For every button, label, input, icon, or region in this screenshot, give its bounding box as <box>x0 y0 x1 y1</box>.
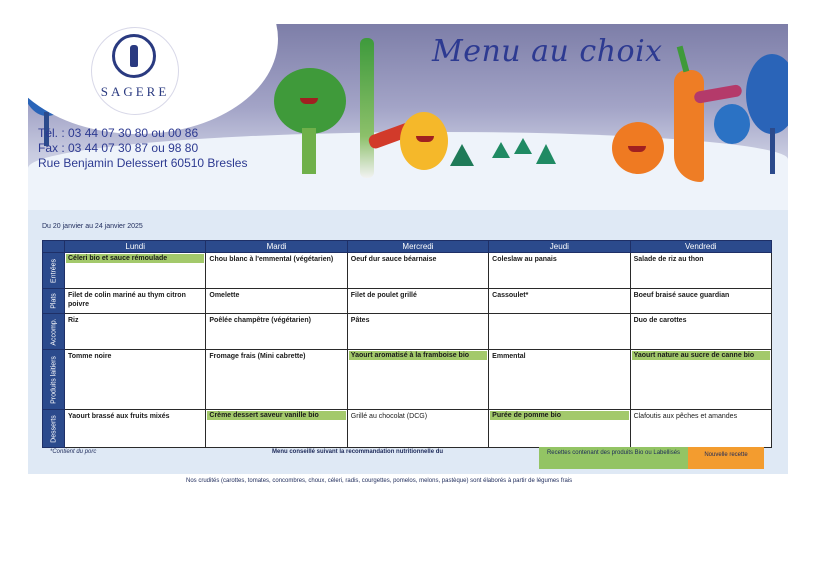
menu-cell <box>206 289 347 314</box>
dish: Tomme noire <box>68 353 112 360</box>
menu-cell <box>347 289 488 314</box>
dish: Grillé au chocolat (DCG) <box>350 413 428 420</box>
pine-tree <box>450 144 474 166</box>
dish: Filet de colin mariné au thym citron poivre <box>68 292 186 308</box>
category-text: Accomp. <box>50 317 57 346</box>
sagere-logo <box>92 28 178 114</box>
menu-cell <box>65 289 206 314</box>
corner-cell <box>43 241 65 253</box>
dish: Filet de poulet grillé <box>350 292 417 299</box>
category-label <box>43 253 65 289</box>
menu-cell <box>630 314 771 350</box>
dish: Yaourt brassé aux fruits mixés <box>68 413 170 420</box>
menu-cell <box>630 253 771 289</box>
table-row <box>43 350 772 410</box>
category-text: Desserts <box>50 414 57 443</box>
dish: Emmental <box>492 353 526 360</box>
category-text: Entrées <box>50 258 57 283</box>
legend-bio: Recettes contenant des produits Bio ou Labellisés <box>539 447 688 469</box>
table-row <box>43 289 772 314</box>
menu-cell <box>630 350 771 410</box>
menu-cell <box>65 410 206 448</box>
dish: Coleslaw au panais <box>492 256 557 263</box>
dish-bio: Yaourt nature au sucre de canne bio <box>632 351 770 360</box>
dish: Cassoulet* <box>492 292 529 299</box>
dish: Poêlée champêtre (végétarien) <box>209 317 311 324</box>
menu-cell <box>347 410 488 448</box>
menu-cell <box>489 253 630 289</box>
dish-bio: Céleri bio et sauce rémoulade <box>66 254 204 263</box>
dish: Boeuf braisé sauce guardian <box>633 292 730 299</box>
menu-cell <box>489 350 630 410</box>
menu-period: Du 20 janvier au 24 janvier 2025 <box>42 223 143 230</box>
category-label <box>43 350 65 410</box>
carrot-character <box>674 70 704 182</box>
fax-number: Fax : 03 44 07 30 87 ou 98 80 <box>38 141 199 155</box>
category-label <box>43 289 65 314</box>
menu-cell <box>347 314 488 350</box>
leek-character <box>360 38 374 178</box>
dish: Clafoutis aux pêches et amandes <box>633 413 738 420</box>
menu-table <box>42 240 772 448</box>
pork-note: *Contient du porc <box>50 449 97 455</box>
menu-cell <box>489 314 630 350</box>
dish: Duo de carottes <box>633 317 687 324</box>
dish: Oeuf dur sauce béarnaise <box>350 256 437 263</box>
menu-cell <box>347 253 488 289</box>
menu-cell <box>206 314 347 350</box>
dish-bio: Purée de pomme bio <box>490 411 628 420</box>
phone-number: Tél. : 03 44 07 30 80 ou 00 86 <box>38 126 199 140</box>
blue-tree-right <box>746 54 788 134</box>
menu-cell <box>206 253 347 289</box>
dish: Omelette <box>209 292 240 299</box>
legend-new-recipe: Nouvelle recette <box>688 447 764 469</box>
crudites-note: Nos crudités (carottes, tomates, concombres, choux, céleri, radis, courgettes, pomelos, melons, pastèque) sont élaborés à partir de légumes frais <box>186 478 573 484</box>
day-header: Jeudi <box>489 241 630 253</box>
dish: Salade de riz au thon <box>633 256 704 263</box>
nutrition-advice: Menu conseillé suivant la recommandation nutritionnelle du <box>272 449 444 455</box>
menu-cell <box>630 410 771 448</box>
dish: Fromage frais (Mini cabrette) <box>209 353 306 360</box>
day-header-row <box>43 241 772 253</box>
menu-cell <box>489 289 630 314</box>
dish: Chou blanc à l'emmental (végétarien) <box>209 256 334 263</box>
table-row <box>43 410 772 448</box>
menu-cell <box>206 350 347 410</box>
day-header: Lundi <box>65 241 206 253</box>
menu-cell <box>347 350 488 410</box>
contact-block <box>38 126 247 171</box>
menu-cell <box>489 410 630 448</box>
category-label <box>43 410 65 448</box>
menu-cell <box>630 289 771 314</box>
menu-cell <box>65 253 206 289</box>
page-title: Menu au choix <box>432 34 663 69</box>
category-label <box>43 314 65 350</box>
dish: Riz <box>68 317 79 324</box>
menu-cell <box>65 350 206 410</box>
table-row <box>43 314 772 350</box>
menu-cell <box>206 410 347 448</box>
day-header: Vendredi <box>630 241 771 253</box>
table-row <box>43 253 772 289</box>
torch-emblem-icon <box>112 34 156 78</box>
day-header: Mercredi <box>347 241 488 253</box>
day-header: Mardi <box>206 241 347 253</box>
dish-bio: Crème dessert saveur vanille bio <box>207 411 345 420</box>
logo-wordmark: SAGERE <box>100 84 170 99</box>
category-text: Produits laitiers <box>50 355 57 404</box>
menu-cell <box>65 314 206 350</box>
category-text: Plats <box>50 293 57 309</box>
dish: Pâtes <box>350 317 370 324</box>
dish-bio: Yaourt aromatisé à la framboise bio <box>349 351 487 360</box>
address: Rue Benjamin Delessert 60510 Bresles <box>38 156 248 170</box>
